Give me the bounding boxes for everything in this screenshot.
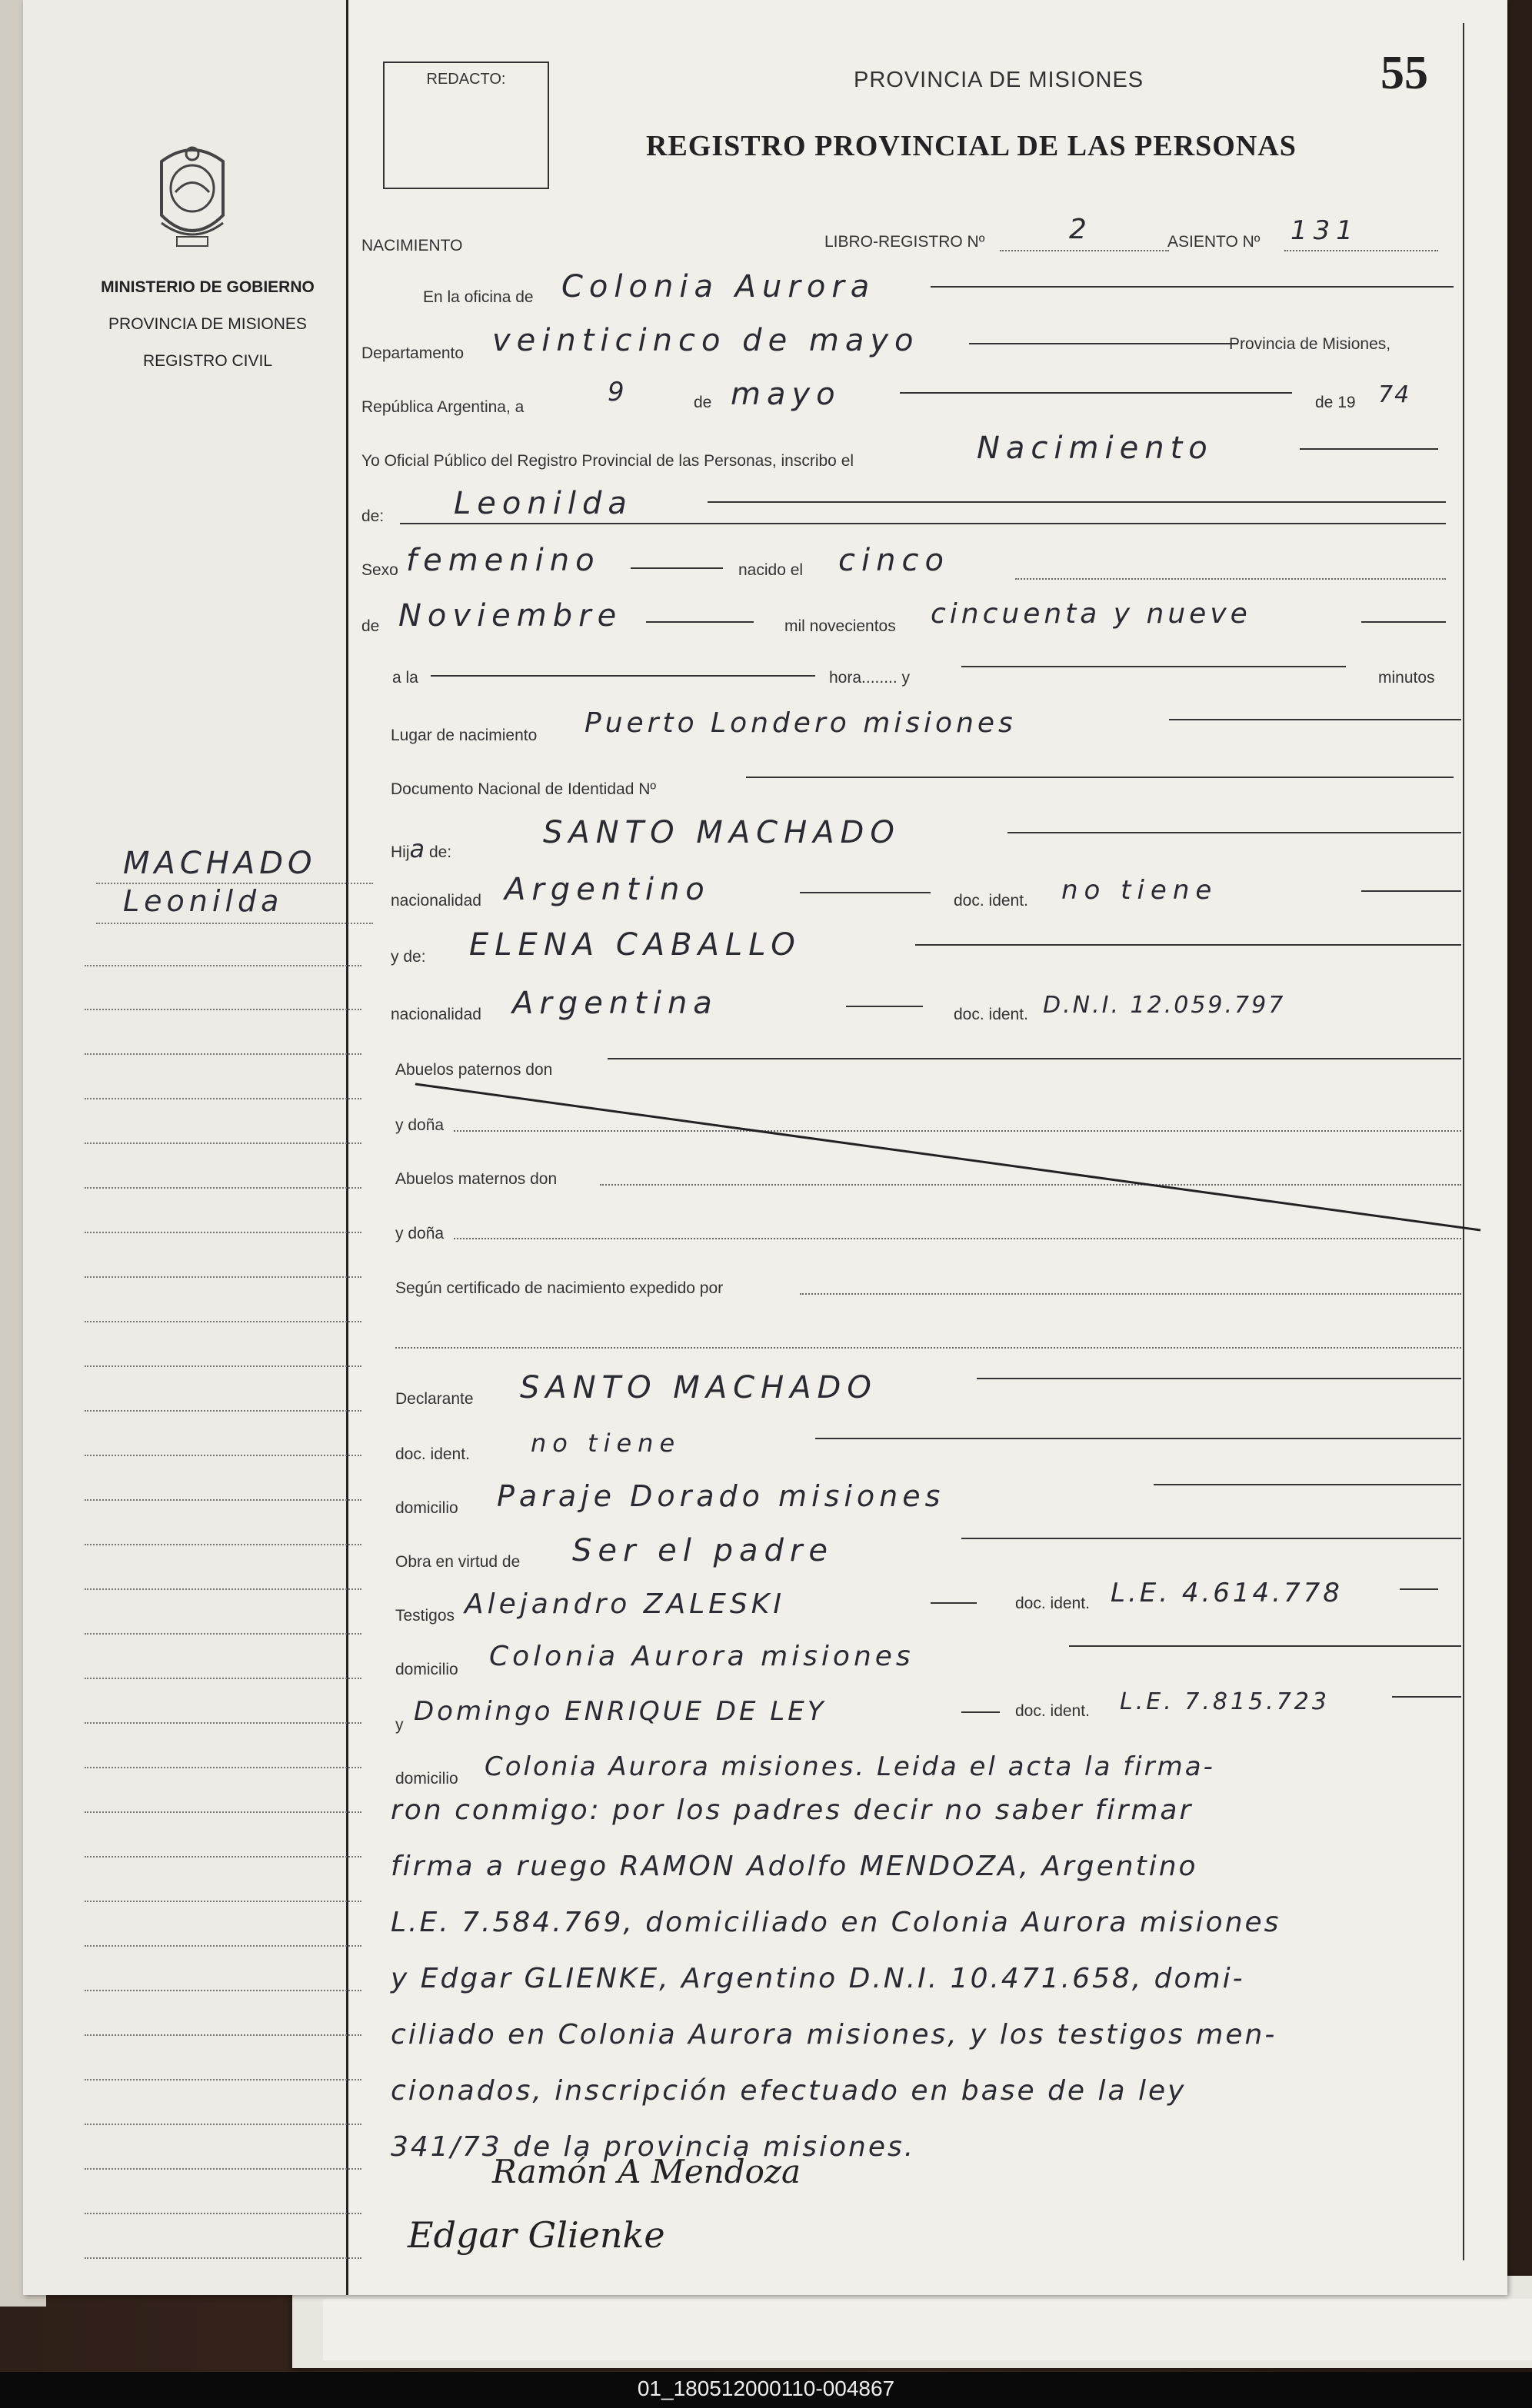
minutos-label: minutos <box>1378 669 1435 687</box>
nacimiento-label: NACIMIENTO <box>361 237 463 254</box>
doc-ident-value-2: D.N.I. 12.059.797 <box>1043 992 1286 1019</box>
libro-label: LIBRO-REGISTRO Nº <box>824 233 985 251</box>
domicilio-value-1: Paraje Dorado misiones <box>497 1479 945 1513</box>
obra-value: Ser el padre <box>572 1533 834 1568</box>
de-mes-label: de <box>361 617 380 635</box>
asiento-label: ASIENTO Nº <box>1167 233 1261 251</box>
nacido-value: cinco <box>838 543 950 578</box>
declarante-value: SANTO MACHADO <box>520 1370 878 1405</box>
obra-label: Obra en virtud de <box>395 1553 521 1571</box>
narrative-line: ciliado en Colonia Aurora misiones, y los testigos men- <box>391 2019 1277 2050</box>
hija-suffix: de: <box>428 843 452 861</box>
hija-prefix: Hij <box>391 843 410 861</box>
lugar-value: Puerto Londero misiones <box>584 707 1017 739</box>
departamento-label: Departamento <box>361 344 465 362</box>
ministry-block <box>69 269 346 380</box>
provincia-label: Provincia de Misiones, <box>1229 335 1391 353</box>
doc-ident-label-2: doc. ident. <box>954 1006 1028 1023</box>
anio-nac-value: cincuenta y nueve <box>931 598 1251 630</box>
nacionalidad-label-1: nacionalidad <box>391 892 481 910</box>
oficial-label: Yo Oficial Público del Registro Provincial de las Personas, inscribo el <box>361 452 854 470</box>
doc-ident-label-3: doc. ident. <box>395 1445 470 1463</box>
republica-label: República Argentina, a <box>361 398 525 416</box>
hija-label <box>391 834 451 863</box>
certificado-label: Según certificado de nacimiento expedido por <box>395 1279 724 1297</box>
nombre-value: Leonilda <box>454 486 633 521</box>
cancel-strike-line <box>408 1076 1484 1246</box>
provincial-seal-icon <box>146 131 238 254</box>
mil-label: mil novecientos <box>784 617 896 635</box>
domicilio-label-1: domicilio <box>395 1499 458 1517</box>
record-narrative <box>391 1782 1475 2175</box>
y-dona-label-1: y doña <box>395 1116 445 1134</box>
anio-value: 74 <box>1378 381 1411 408</box>
narrative-line: 341/73 de la provincia misiones. <box>391 2131 916 2163</box>
hija-letter: a <box>409 834 425 863</box>
testigo-2-value: Domingo ENRIQUE DE LEY <box>414 1696 827 1727</box>
narrative-line: ron conmigo: por los padres decir no saber firmar <box>391 1794 1194 1826</box>
underlying-sheet-inner <box>323 2299 1532 2360</box>
margin-annotation <box>85 846 369 918</box>
asiento-value: 131 <box>1291 215 1359 246</box>
narrative-line: firma a ruego RAMON Adolfo MENDOZA, Argentino <box>391 1851 1198 1882</box>
header-province: PROVINCIA DE MISIONES <box>854 68 1144 92</box>
registry-page <box>23 0 1507 2295</box>
oficina-value: Colonia Aurora <box>561 269 876 304</box>
abuelos-paternos-label: Abuelos paternos don <box>395 1061 553 1079</box>
padre-value: SANTO MACHADO <box>543 815 901 850</box>
domicilio-label-2: domicilio <box>395 1661 458 1678</box>
de-label: de <box>694 394 712 411</box>
oficina-label: En la oficina de <box>423 288 534 306</box>
doc-ident-value-3: no tiene <box>531 1429 681 1458</box>
narrative-line: L.E. 7.584.769, domiciliado en Colonia Aurora misiones <box>391 1907 1281 1938</box>
acto-value: Nacimiento <box>977 431 1214 466</box>
doc-ident-label-1: doc. ident. <box>954 892 1028 910</box>
y-dona-label-2: y doña <box>395 1225 445 1242</box>
doc-ident-label-4: doc. ident. <box>1015 1595 1090 1612</box>
doc-ident-value-1: no tiene <box>1061 875 1218 906</box>
redacto-label: REDACTO: <box>426 71 506 88</box>
nacionalidad-value-2: Argentina <box>512 986 718 1021</box>
departamento-value: veinticinco de mayo <box>492 323 920 358</box>
page-number: 55 <box>1380 47 1428 99</box>
anio-label: de 19 <box>1315 394 1356 411</box>
abuelos-maternos-label: Abuelos maternos don <box>395 1170 558 1188</box>
madre-value: ELENA CABALLO <box>469 927 801 963</box>
testigos-label: Testigos <box>395 1607 455 1625</box>
file-id: 01_180512000110-004867 <box>637 2376 895 2400</box>
libro-value: 2 <box>1069 214 1093 245</box>
doc-ident-value-4: L.E. 4.614.778 <box>1111 1578 1343 1608</box>
lugar-label: Lugar de nacimiento <box>391 727 538 744</box>
dni-label: Documento Nacional de Identidad Nº <box>391 780 657 798</box>
signature-glienke: Edgar Glienke <box>408 2214 665 2256</box>
nacido-label: nacido el <box>738 561 804 579</box>
margin-surname: MACHADO <box>123 846 317 881</box>
doc-ident-label-5: doc. ident. <box>1015 1702 1090 1720</box>
page-title: REGISTRO PROVINCIAL DE LAS PERSONAS <box>646 130 1297 162</box>
signature-mendoza: Ramón A Mendoza <box>492 2153 801 2190</box>
narrative-line: y Edgar GLIENKE, Argentino D.N.I. 10.471.658, domi- <box>391 1963 1245 1994</box>
nacionalidad-value-1: Argentino <box>505 872 711 907</box>
sexo-label: Sexo <box>361 561 398 579</box>
ministry-registry: REGISTRO CIVIL <box>142 352 273 370</box>
narrative-line: cionados, inscripción efectuado en base de la ley <box>391 2075 1187 2107</box>
hora-label: hora........ y <box>829 669 911 687</box>
y-de-label: y de: <box>391 948 426 966</box>
y-label: y <box>395 1716 404 1734</box>
dia-value: 9 <box>608 377 631 407</box>
sexo-value: femenino <box>406 543 601 578</box>
nombre-label: de: <box>361 507 385 525</box>
domicilio-value-3: Colonia Aurora misiones. Leida el acta la firma- <box>485 1751 1215 1782</box>
nacionalidad-label-2: nacionalidad <box>391 1006 481 1023</box>
mes-value: mayo <box>731 377 841 412</box>
declarante-label: Declarante <box>395 1390 474 1408</box>
redacto-box <box>383 62 549 189</box>
ministry-title: MINISTERIO DE GOBIERNO <box>101 278 315 296</box>
testigo-1-value: Alejandro ZALESKI <box>465 1588 785 1620</box>
domicilio-label-3: domicilio <box>395 1770 458 1788</box>
mes-nac-value: Noviembre <box>398 598 623 634</box>
doc-ident-value-5: L.E. 7.815.723 <box>1120 1688 1330 1715</box>
left-margin-column <box>23 0 348 2295</box>
a-la-label: a la <box>392 669 418 687</box>
ministry-province: PROVINCIA DE MISIONES <box>108 315 307 333</box>
margin-given-name: Leonilda <box>123 884 284 918</box>
domicilio-value-2: Colonia Aurora misiones <box>489 1641 914 1672</box>
footer-strip <box>0 2372 1532 2408</box>
